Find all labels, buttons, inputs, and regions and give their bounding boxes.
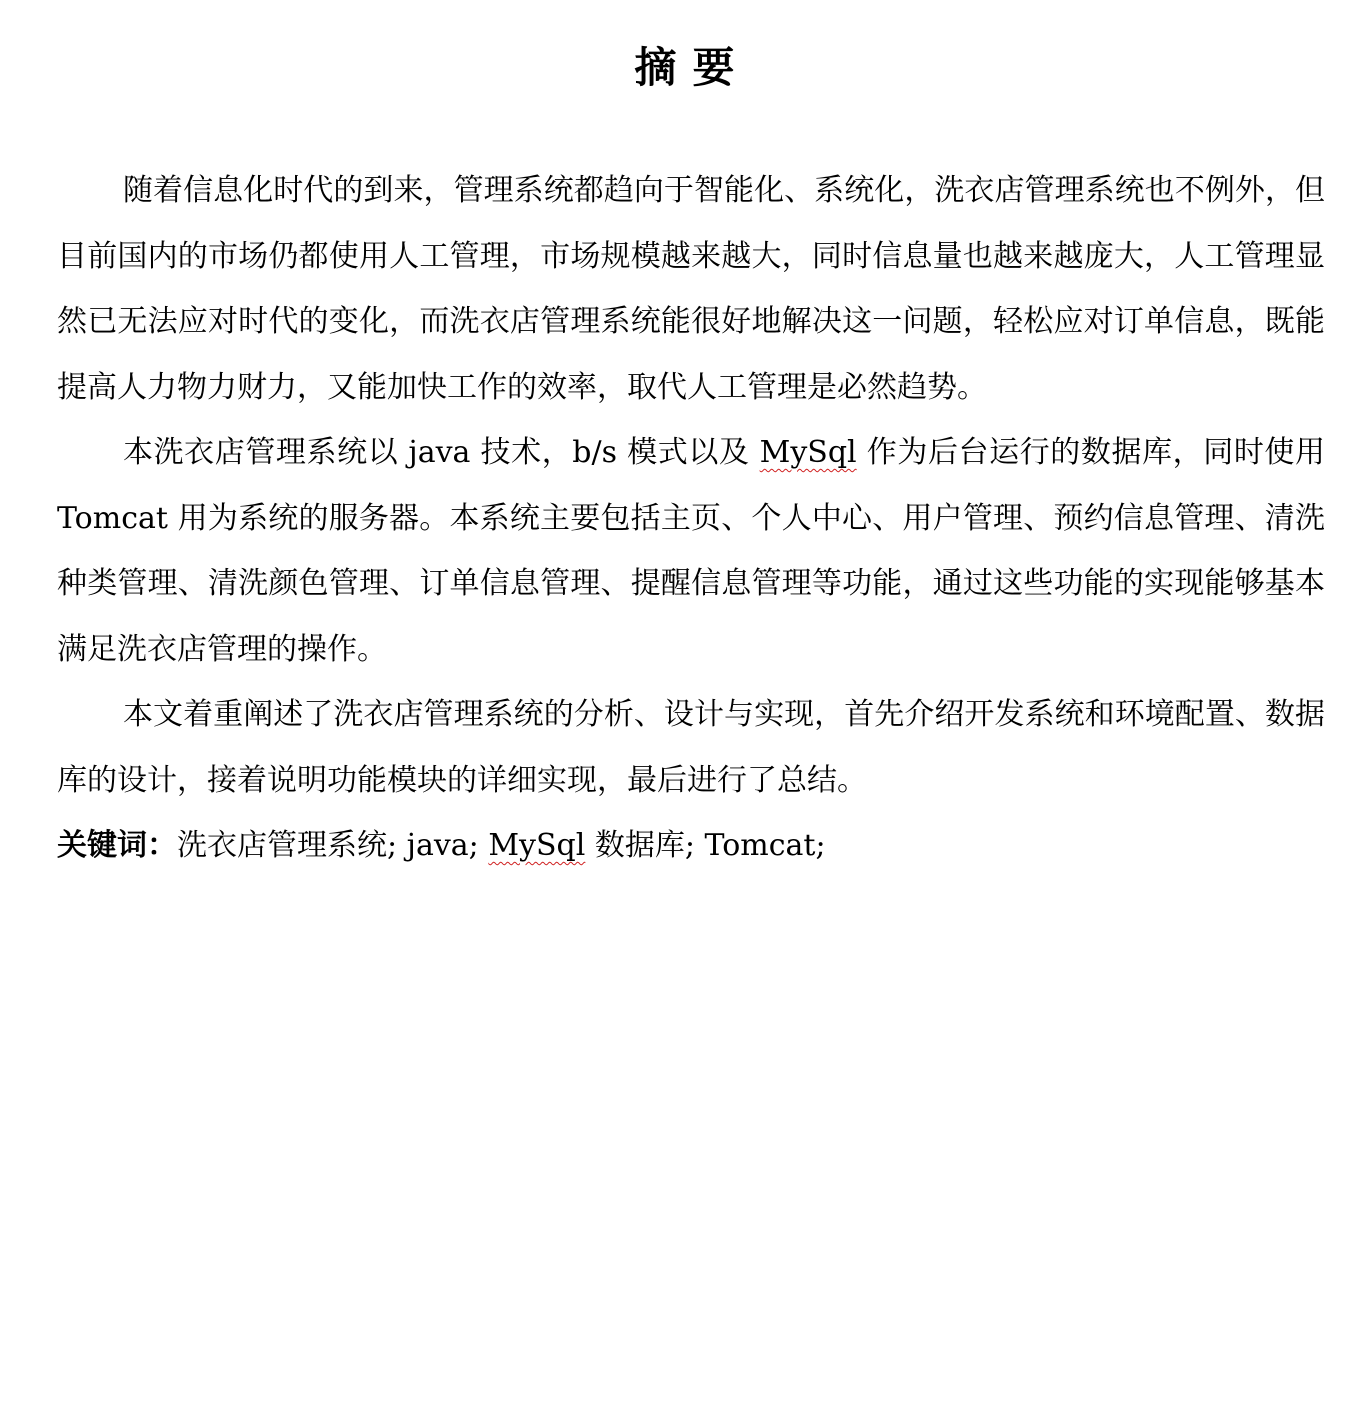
keywords-mysql: MySql <box>488 828 586 863</box>
keywords-label: 关键词： <box>57 828 177 863</box>
abstract-title: 摘要 <box>634 43 751 92</box>
paragraph-2 <box>57 420 1325 682</box>
paragraph-1: 随着信息化时代的到来，管理系统都趋向于智能化、系统化，洗衣店管理系统也不例外，但目前国内的市场仍都使用人工管理，市场规模越来越大，同时信息量也越来越庞大，人工管理显然已无法应对时代的变化，而洗衣店管理系统能很好地解决这一问题，轻松应对订单信息，既能提高人力物力财力，又能加快工作的效率，取代人工管理是必然趋势。 <box>57 173 1325 405</box>
paragraph-2-part-a: 本洗衣店管理系统以 java 技术，b/s 模式以及 <box>123 435 760 470</box>
mysql-term: MySql <box>759 435 857 470</box>
keywords-text-b: 数据库; Tomcat; <box>585 828 826 863</box>
paragraph-2-part-b: 作为后台运行的数据库，同时使用 Tomcat 用为系统的服务器。本系统主要包括主页、个人中心、用户管理、预约信息管理、清洗种类管理、清洗颜色管理、订单信息管理、提醒信息管理等功能，通过这些功能的实现能够基本满足洗衣店管理的操作。 <box>57 435 1325 667</box>
abstract-body <box>57 158 1325 879</box>
keywords-line <box>57 813 1325 879</box>
paragraph-3: 本文着重阐述了洗衣店管理系统的分析、设计与实现，首先介绍开发系统和环境配置、数据库的设计，接着说明功能模块的详细实现，最后进行了总结。 <box>57 697 1325 798</box>
keywords-text-a: 洗衣店管理系统; java; <box>177 828 489 863</box>
